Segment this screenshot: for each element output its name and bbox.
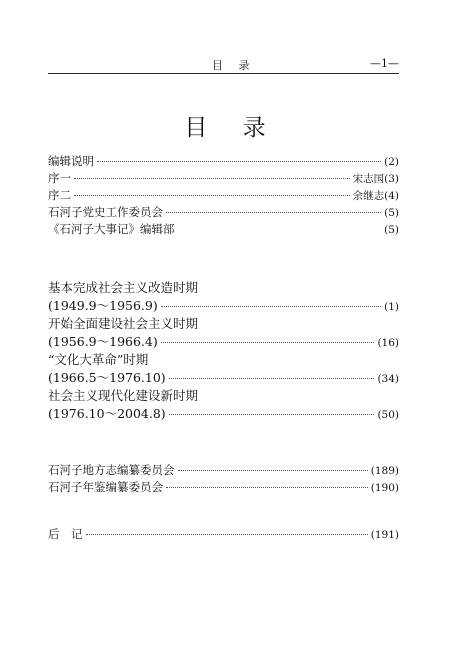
- toc-entry-label: (1956.9～1966.4): [48, 334, 158, 349]
- toc-entry[interactable]: [48, 170, 399, 187]
- toc-entry-page: (2): [384, 156, 399, 168]
- dot-leader: [74, 178, 350, 179]
- toc-entry[interactable]: [48, 153, 399, 170]
- toc-entry-label: 石河子地方志编纂委员会: [48, 463, 175, 477]
- toc-entry[interactable]: [48, 187, 399, 204]
- toc-entry[interactable]: [48, 368, 399, 385]
- toc-entry[interactable]: [48, 462, 399, 479]
- dot-leader: [166, 212, 381, 213]
- dot-leader: [86, 534, 368, 535]
- toc-entry-label: 石河子年鉴编纂委员会: [48, 480, 163, 494]
- toc-entry-author: 宋志国: [352, 173, 385, 185]
- period-title: 基本完成社会主义改造时期: [48, 280, 199, 295]
- toc-entry-author: 余继志: [352, 190, 385, 202]
- toc-entry-page: (1): [384, 301, 399, 313]
- toc-entry-page: (4): [384, 190, 399, 202]
- running-header-page-number: —1—: [370, 57, 399, 70]
- dot-leader: [178, 470, 368, 471]
- dot-leader: [161, 342, 375, 343]
- page-title-part-2: 录: [242, 115, 266, 141]
- toc-entry-page: (189): [370, 465, 399, 477]
- toc-entry-label: 序二: [48, 188, 71, 202]
- toc-entry-page: (190): [370, 482, 399, 494]
- toc-entry-label: 《石河子大事记》编辑部: [48, 222, 175, 236]
- toc-entry-page: (5): [384, 224, 399, 236]
- page-title-part-1: 目: [184, 115, 208, 141]
- toc-entry-page: (3): [384, 173, 399, 185]
- toc-entry[interactable]: [48, 404, 399, 421]
- page-title: [0, 109, 450, 142]
- toc-entry[interactable]: [48, 204, 399, 221]
- toc-entry-page: (5): [384, 207, 399, 219]
- period-title: 社会主义现代化建设新时期: [48, 388, 199, 403]
- toc-entry-page: (34): [377, 373, 399, 385]
- toc-entry-label: (1976.10～2004.8): [48, 406, 166, 421]
- toc-entry[interactable]: [48, 526, 399, 543]
- period-title: “文化大革命”时期: [48, 352, 149, 367]
- toc-entry-page: (191): [370, 529, 399, 541]
- toc-entry-label: (1966.5～1976.10): [48, 370, 166, 385]
- dot-leader: [169, 378, 375, 379]
- running-header-title: 目 录: [212, 59, 256, 72]
- toc-entry-label: 后 记: [48, 527, 83, 541]
- toc-entry[interactable]: [48, 479, 399, 496]
- toc-entry-label: 石河子党史工作委员会: [48, 205, 163, 219]
- dot-leader: [97, 161, 381, 162]
- toc-entry[interactable]: [48, 296, 399, 313]
- toc-entry[interactable]: [48, 221, 399, 238]
- toc-entry-page: (16): [377, 337, 399, 349]
- period-title: 开始全面建设社会主义时期: [48, 316, 199, 331]
- toc-entry[interactable]: [48, 332, 399, 349]
- dot-leader: [74, 195, 350, 196]
- dot-leader: [166, 487, 368, 488]
- dot-leader: [161, 306, 381, 307]
- dot-leader: [169, 414, 375, 415]
- toc-entry-label: (1949.9～1956.9): [48, 298, 158, 313]
- toc-entry-label: 序一: [48, 171, 71, 185]
- toc-entry-page: (50): [377, 409, 399, 421]
- header-rule: [48, 73, 399, 74]
- toc-entry-label: 编辑说明: [48, 154, 94, 168]
